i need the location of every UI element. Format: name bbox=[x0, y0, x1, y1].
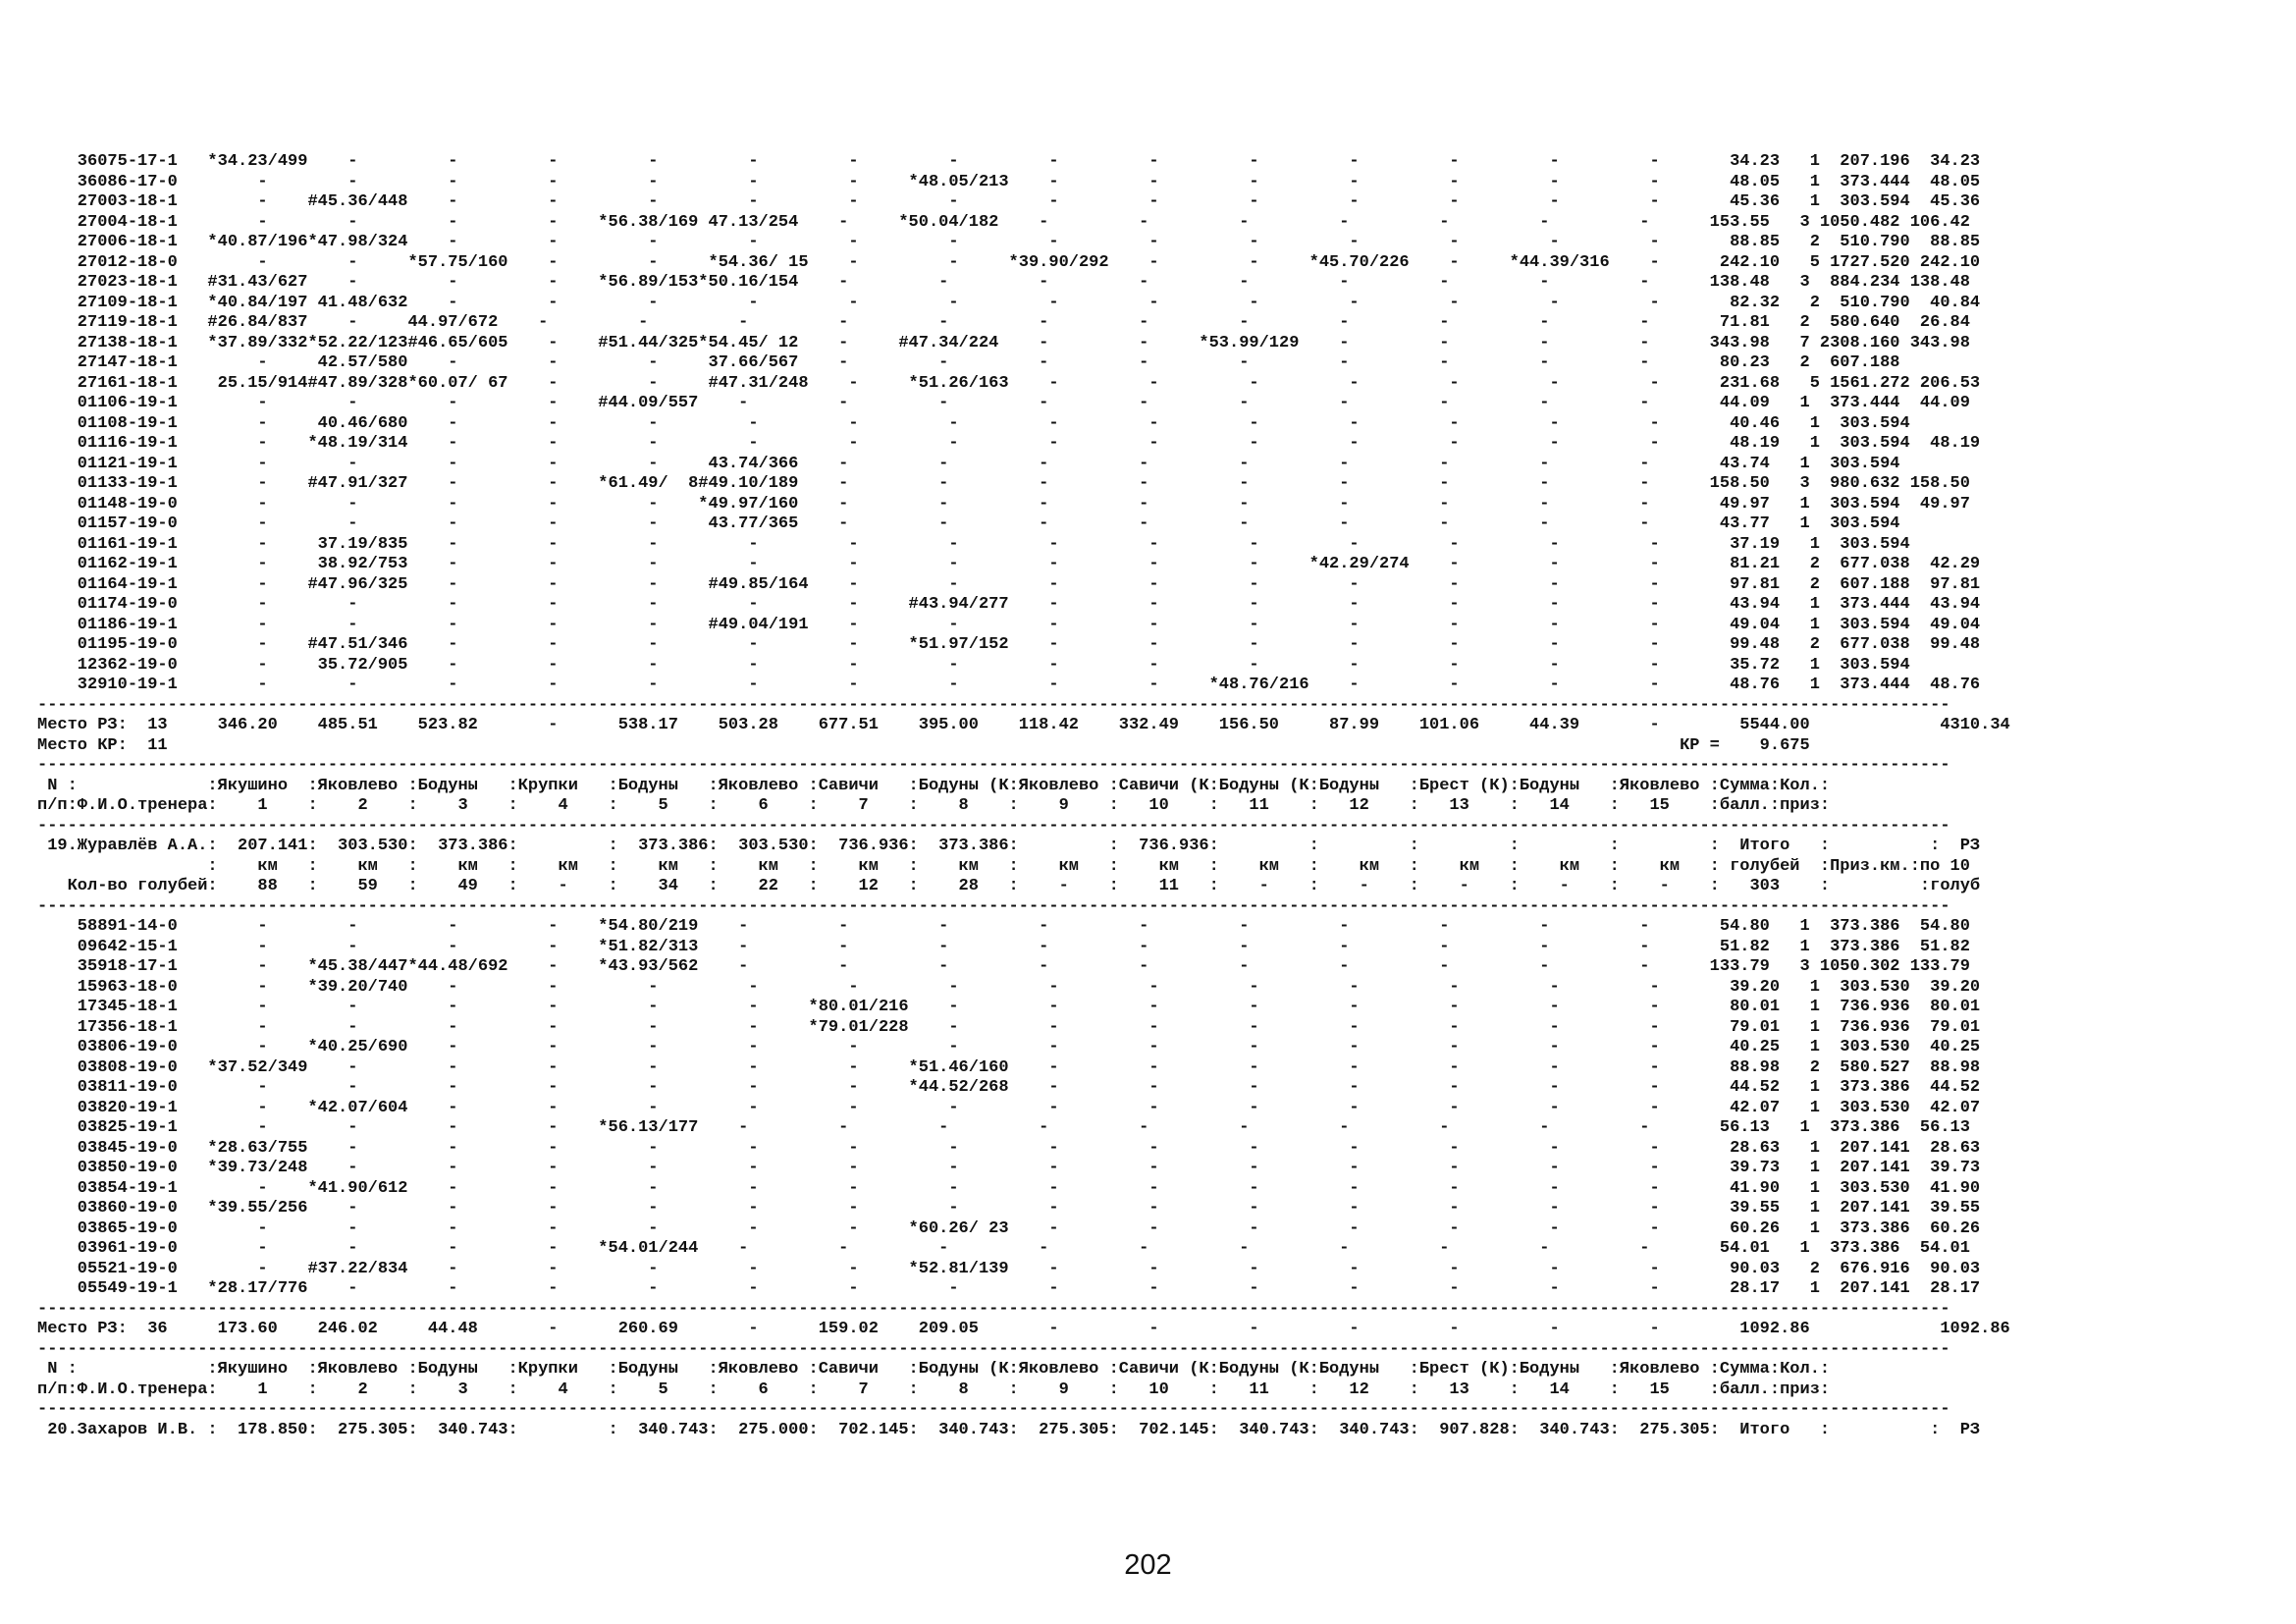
section-a-totals bbox=[37, 716, 2118, 756]
separator-line: ----------------------------------------------------------------------------------------------------------------------------------------------------------------------------------------------- bbox=[37, 695, 1950, 715]
pigeon-row: 01116-19-1 - *48.19/314 - - - - - - - - - - - - - 48.19 1 303.594 48.19 bbox=[37, 434, 1981, 453]
pigeon-row: 03854-19-1 - *41.90/612 - - - - - - - - - - - - - 41.90 1 303.530 41.90 bbox=[37, 1178, 1981, 1198]
section-a-rows bbox=[37, 152, 2118, 696]
pigeon-row: 32910-19-1 - - - - - - - - - - *48.76/216 - - - - 48.76 1 373.444 48.76 bbox=[37, 676, 1981, 694]
pigeon-row: 27012-18-0 - - *57.75/160 - - *54.36/ 15 - - *39.90/292 - - *45.70/226 - *44.39/316 - 242.10 5 1727.520 242.10 bbox=[37, 252, 1981, 272]
pigeon-row: 27138-18-1 *37.89/332*52.22/123#46.65/605 - #51.44/325*54.45/ 12 - #47.34/224 - - *53.99/129 - - - - 343.98 7 2308.160 343.98 bbox=[37, 333, 1970, 352]
column-header-block bbox=[37, 1360, 2118, 1400]
pigeon-row: 27023-18-1 #31.43/627 - - - *56.89/153*50.16/154 - - - - - - - - - 138.48 3 884.234 138.48 bbox=[37, 273, 1970, 292]
pigeon-row: 03806-19-0 - *40.25/690 - - - - - - - - - - - - - 40.25 1 303.530 40.25 bbox=[37, 1038, 1981, 1056]
results-table bbox=[37, 152, 2118, 1440]
separator-line: ----------------------------------------------------------------------------------------------------------------------------------------------------------------------------------------------- bbox=[37, 1339, 1950, 1359]
pigeon-row: 01195-19-0 - #47.51/346 - - - - - *51.97/152 - - - - - - - 99.48 2 677.038 99.48 bbox=[37, 635, 1981, 654]
pigeon-row: 03825-19-1 - - - - *56.13/177 - - - - - - - - - - 56.13 1 373.386 56.13 bbox=[37, 1118, 1970, 1137]
pigeon-row: 01162-19-1 - 38.92/753 - - - - - - - - - *42.29/274 - - - 81.21 2 677.038 42.29 bbox=[37, 555, 1981, 573]
header-row: п/п:Ф.И.О.тренера: 1 : 2 : 3 : 4 : 5 : 6 : 7 : 8 : 9 : 10 : 11 : 12 : 13 : 14 : 15 :балл.:приз: bbox=[37, 796, 1831, 815]
totals-row: Место РЗ: 13 346.20 485.51 523.82 - 538.17 503.28 677.51 395.00 118.42 332.49 156.50 87.99 101.06 44.39 - 5544.00 4310.34 bbox=[37, 716, 2010, 734]
header-row: N : :Якушино :Яковлево :Бодуны :Крупки :Бодуны :Яковлево :Савичи :Бодуны (К:Яковлево :Савичи (К:Бодуны (К:Бодуны :Брест (К):Бодуны :Яковлево :Сумма:Кол.: bbox=[37, 1360, 1831, 1379]
trainer-row: : км : км : км : км : км : км : км : км : км : км : км : км : км : км : км : голубей :Приз.км.:по 10 bbox=[37, 856, 1970, 876]
pigeon-row: 01164-19-1 - #47.96/325 - - - #49.85/164 - - - - - - - - - 97.81 2 607.188 97.81 bbox=[37, 574, 1981, 594]
pigeon-row: 01157-19-0 - - - - - 43.77/365 - - - - - - - - - 43.77 1 303.594 bbox=[37, 514, 1900, 533]
trainer-row: 19.Журавлёв А.А.: 207.141: 303.530: 373.386: : 373.386: 303.530: 736.936: 373.386: : 736.936: : : : : : Итого : : РЗ bbox=[37, 837, 1981, 855]
pigeon-row: 03845-19-0 *28.63/755 - - - - - - - - - - - - - - 28.63 1 207.141 28.63 bbox=[37, 1138, 1981, 1158]
pigeon-row: 27147-18-1 - 42.57/580 - - - 37.66/567 - - - - - - - - - 80.23 2 607.188 bbox=[37, 353, 1900, 372]
totals-row: Место КР: 11 КР = 9.675 bbox=[37, 735, 1810, 755]
pigeon-row: 27003-18-1 - #45.36/448 - - - - - - - - - - - - - 45.36 1 303.594 45.36 bbox=[37, 192, 1981, 211]
pigeon-row: 36086-17-0 - - - - - - - *48.05/213 - - - - - - - 48.05 1 373.444 48.05 bbox=[37, 172, 1981, 191]
pigeon-row: 27006-18-1 *40.87/196*47.98/324 - - - - - - - - - - - - - 88.85 2 510.790 88.85 bbox=[37, 233, 1981, 251]
pigeon-row: 03860-19-0 *39.55/256 - - - - - - - - - - - - - - 39.55 1 207.141 39.55 bbox=[37, 1199, 1981, 1218]
trainer-row: 20.Захаров И.В. : 178.850: 275.305: 340.743: : 340.743: 275.000: 702.145: 340.743: 275.305: 702.145: 340.743: 340.743: 907.828: 340.743: 275.305: Итого : : РЗ bbox=[37, 1420, 1981, 1439]
separator-line: ----------------------------------------------------------------------------------------------------------------------------------------------------------------------------------------------- bbox=[37, 1400, 1950, 1419]
pigeon-row: 27109-18-1 *40.84/197 41.48/632 - - - - - - - - - - - - - 82.32 2 510.790 40.84 bbox=[37, 293, 1981, 312]
section-b-totals bbox=[37, 1320, 2118, 1340]
pigeon-row: 09642-15-1 - - - - *51.82/313 - - - - - - - - - - 51.82 1 373.386 51.82 bbox=[37, 937, 1970, 956]
pigeon-row: 03865-19-0 - - - - - - - *60.26/ 23 - - - - - - - 60.26 1 373.386 60.26 bbox=[37, 1218, 1981, 1238]
pigeon-row: 27119-18-1 #26.84/837 - 44.97/672 - - - - - - - - - - - - 71.81 2 580.640 26.84 bbox=[37, 313, 1970, 332]
pigeon-row: 03808-19-0 *37.52/349 - - - - - - *51.46/160 - - - - - - - 88.98 2 580.527 88.98 bbox=[37, 1057, 1981, 1077]
pigeon-row: 03820-19-1 - *42.07/604 - - - - - - - - - - - - - 42.07 1 303.530 42.07 bbox=[37, 1098, 1981, 1117]
pigeon-row: 58891-14-0 - - - - *54.80/219 - - - - - - - - - - 54.80 1 373.386 54.80 bbox=[37, 917, 1970, 936]
pigeon-row: 17345-18-1 - - - - - - *80.01/216 - - - - - - - - 80.01 1 736.936 80.01 bbox=[37, 998, 1981, 1016]
pigeon-row: 05521-19-0 - #37.22/834 - - - - - *52.81/139 - - - - - - - 90.03 2 676.916 90.03 bbox=[37, 1259, 1981, 1278]
trainer-20-header bbox=[37, 1421, 2118, 1441]
pigeon-row: 01161-19-1 - 37.19/835 - - - - - - - - - - - - - 37.19 1 303.594 bbox=[37, 534, 1910, 554]
pigeon-row: 03961-19-0 - - - - *54.01/244 - - - - - - - - - - 54.01 1 373.386 54.01 bbox=[37, 1239, 1970, 1258]
pigeon-row: 01133-19-1 - #47.91/327 - - *61.49/ 8#49.10/189 - - - - - - - - - 158.50 3 980.632 158.50 bbox=[37, 474, 1970, 493]
pigeon-row: 27004-18-1 - - - - *56.38/169 47.13/254 - *50.04/182 - - - - - - - 153.55 3 1050.482 106.42 bbox=[37, 212, 1970, 232]
separator-line: ----------------------------------------------------------------------------------------------------------------------------------------------------------------------------------------------- bbox=[37, 896, 1950, 916]
column-header-block bbox=[37, 777, 2118, 817]
totals-row: Место РЗ: 36 173.60 246.02 44.48 - 260.69 - 159.02 209.05 - - - - - - - 1092.86 1092.86 bbox=[37, 1320, 2010, 1338]
pigeon-row: 01106-19-1 - - - - #44.09/557 - - - - - - - - - - 44.09 1 373.444 44.09 bbox=[37, 394, 1970, 412]
pigeon-row: 35918-17-1 - *45.38/447*44.48/692 - *43.93/562 - - - - - - - - - - 133.79 3 1050.302 133.79 bbox=[37, 957, 1970, 976]
separator-line: ----------------------------------------------------------------------------------------------------------------------------------------------------------------------------------------------- bbox=[37, 1299, 1950, 1319]
pigeon-row: 36075-17-1 *34.23/499 - - - - - - - - - - - - - - 34.23 1 207.196 34.23 bbox=[37, 152, 1981, 171]
pigeon-row: 03850-19-0 *39.73/248 - - - - - - - - - - - - - - 39.73 1 207.141 39.73 bbox=[37, 1159, 1981, 1177]
pigeon-row: 15963-18-0 - *39.20/740 - - - - - - - - - - - - - 39.20 1 303.530 39.20 bbox=[37, 977, 1981, 997]
pigeon-row: 01121-19-1 - - - - - 43.74/366 - - - - - - - - - 43.74 1 303.594 bbox=[37, 454, 1900, 473]
pigeon-row: 01186-19-1 - - - - - #49.04/191 - - - - - - - - - 49.04 1 303.594 49.04 bbox=[37, 615, 1981, 634]
pigeon-row: 01148-19-0 - - - - - *49.97/160 - - - - - - - - - 49.97 1 303.594 49.97 bbox=[37, 494, 1970, 514]
pigeon-row: 17356-18-1 - - - - - - *79.01/228 - - - - - - - - 79.01 1 736.936 79.01 bbox=[37, 1017, 1981, 1037]
pigeon-row: 05549-19-1 *28.17/776 - - - - - - - - - - - - - - 28.17 1 207.141 28.17 bbox=[37, 1279, 1981, 1298]
pigeon-row: 01108-19-1 - 40.46/680 - - - - - - - - - - - - - 40.46 1 303.594 bbox=[37, 413, 1910, 433]
pigeon-row: 27161-18-1 25.15/914#47.89/328*60.07/ 67 - - #47.31/248 - *51.26/163 - - - - - - - 231.68 5 1561.272 206.53 bbox=[37, 373, 1981, 393]
pigeon-row: 01174-19-0 - - - - - - - #43.94/277 - - - - - - - 43.94 1 373.444 43.94 bbox=[37, 595, 1981, 614]
trainer-19-header bbox=[37, 837, 2118, 897]
header-row: N : :Якушино :Яковлево :Бодуны :Крупки :Бодуны :Яковлево :Савичи :Бодуны (К:Яковлево :Савичи (К:Бодуны (К:Бодуны :Брест (К):Бодуны :Яковлево :Сумма:Кол.: bbox=[37, 776, 1831, 795]
page-number: 202 bbox=[1124, 1549, 1172, 1581]
trainer-row: Кол-во голубей: 88 : 59 : 49 : - : 34 : 22 : 12 : 28 : - : 11 : - : - : - : - : - : 303 : :голуб bbox=[37, 877, 1981, 895]
separator-line: ----------------------------------------------------------------------------------------------------------------------------------------------------------------------------------------------- bbox=[37, 816, 1950, 836]
section-b-rows bbox=[37, 917, 2118, 1300]
separator-line: ----------------------------------------------------------------------------------------------------------------------------------------------------------------------------------------------- bbox=[37, 756, 1950, 775]
pigeon-row: 03811-19-0 - - - - - - - *44.52/268 - - - - - - - 44.52 1 373.386 44.52 bbox=[37, 1078, 1981, 1097]
pigeon-row: 12362-19-0 - 35.72/905 - - - - - - - - - - - - - 35.72 1 303.594 bbox=[37, 655, 1910, 675]
header-row: п/п:Ф.И.О.тренера: 1 : 2 : 3 : 4 : 5 : 6 : 7 : 8 : 9 : 10 : 11 : 12 : 13 : 14 : 15 :балл.:приз: bbox=[37, 1380, 1831, 1399]
